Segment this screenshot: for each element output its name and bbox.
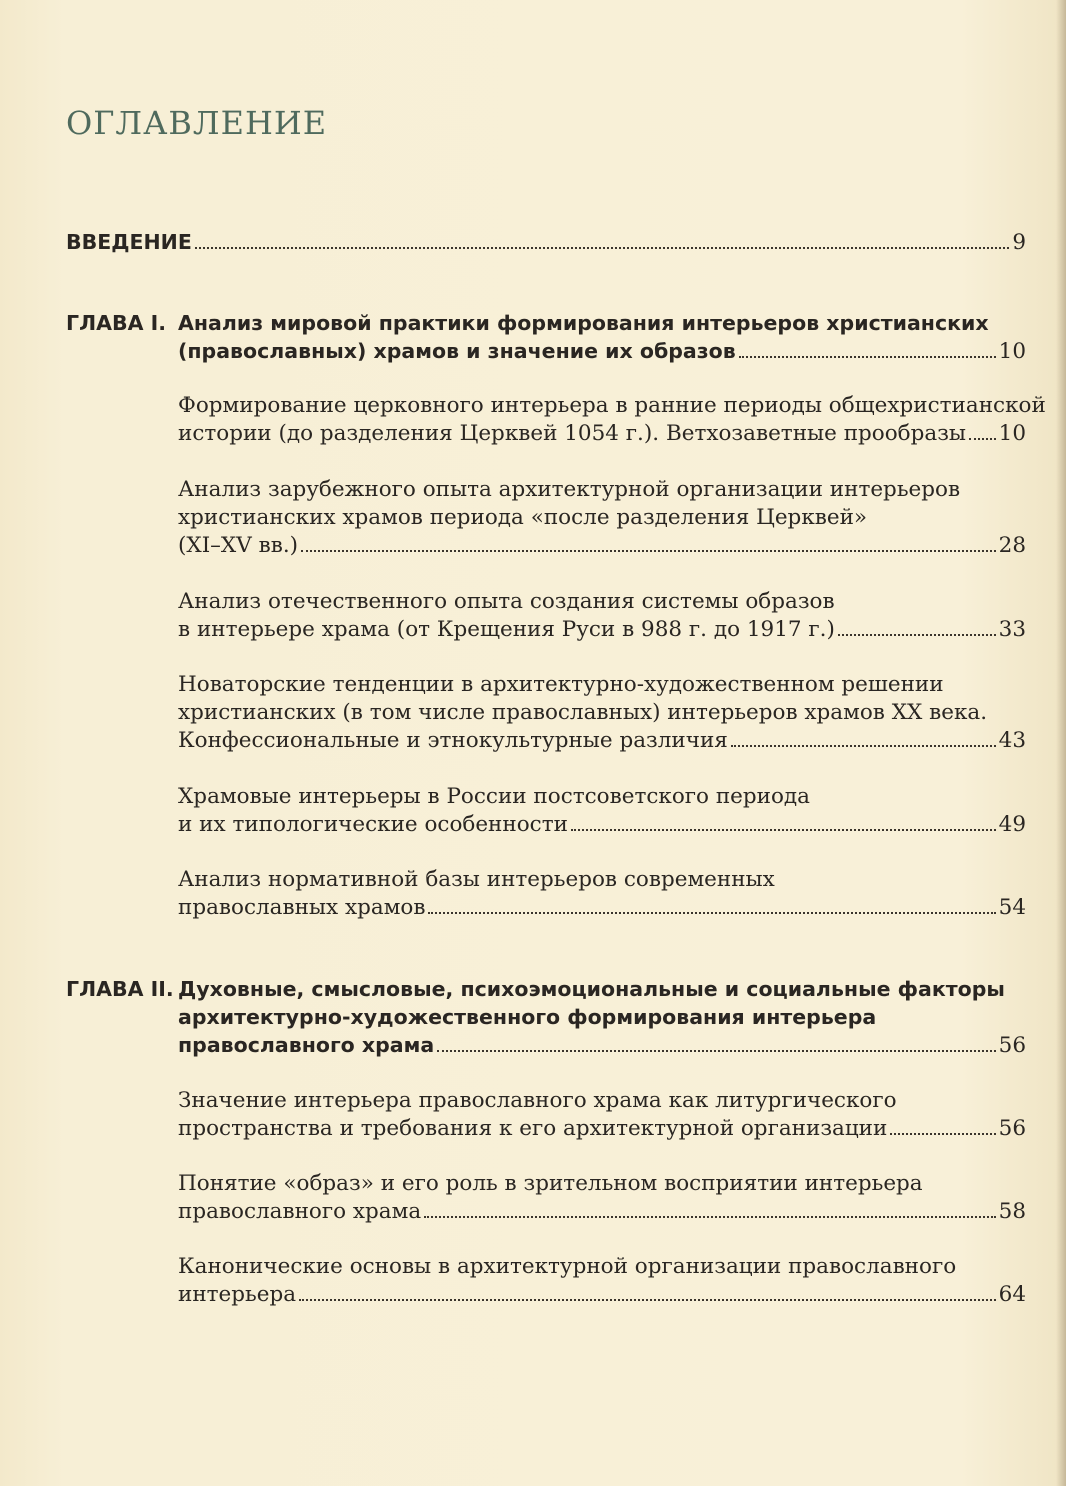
dot-leader: [969, 438, 996, 440]
toc-page-number: 9: [1012, 230, 1026, 255]
toc-entry-line: (XI–XV вв.): [178, 533, 299, 558]
toc-page-number: 33: [998, 617, 1026, 642]
toc-entry-line: (православных) храмов и значение их образов: [178, 339, 736, 363]
dot-leader: [428, 912, 995, 914]
toc-entry-line: Формирование церковного интерьера в ранние периоды общехристианской: [178, 393, 1046, 418]
toc-entry-title: ВВЕДЕНИЕ: [66, 230, 192, 254]
toc-entry-line: архитектурно-художественного формирования интерьера: [178, 1005, 877, 1029]
toc-entry-line: и их типологические особенности: [178, 812, 568, 837]
toc-entry-line: пространства и требования к его архитектурной организации: [178, 1116, 888, 1141]
toc-entry-line: Духовные, смысловые, психоэмоциональные и социальные факторы: [178, 977, 1005, 1001]
toc-entry-line: православного храма: [178, 1033, 435, 1057]
toc-entry-line: истории (до разделения Церквей 1054 г.). Ветхозаветные прообразы: [178, 421, 967, 446]
dot-leader: [731, 745, 996, 747]
toc-page-number: 43: [998, 728, 1026, 753]
toc-entry-line: Анализ зарубежного опыта архитектурной организации интерьеров: [178, 477, 961, 502]
toc-entry-line: Значение интерьера православного храма как литургического: [178, 1088, 897, 1113]
toc-page-number: 64: [998, 1282, 1026, 1307]
toc-entry-line: Храмовые интерьеры в России постсоветского периода: [178, 784, 810, 809]
dot-leader: [571, 829, 996, 831]
toc-page-number: 56: [998, 1116, 1026, 1141]
chapter-label: ГЛАВА I.: [66, 311, 166, 335]
toc-page-number: 54: [998, 895, 1026, 920]
toc-entry-line: христианских (в том числе православных) интерьеров храмов XX века.: [178, 700, 988, 725]
dot-leader: [437, 1050, 995, 1052]
toc-page-number: 10: [998, 421, 1026, 446]
toc-entry-line: Анализ нормативной базы интерьеров современных: [178, 867, 775, 892]
dot-leader: [890, 1133, 995, 1135]
toc-entry-line: христианских храмов периода «после разделения Церквей»: [178, 505, 868, 530]
toc-entry-line: Анализ мировой практики формирования интерьеров христианских: [178, 311, 989, 335]
dot-leader: [301, 550, 996, 552]
dot-leader: [424, 1216, 995, 1218]
dot-leader: [739, 356, 996, 358]
toc-page-number: 58: [998, 1199, 1026, 1224]
dot-leader: [195, 247, 1009, 249]
toc-entry-line: Конфессиональные и этнокультурные различия: [178, 728, 728, 753]
dot-leader: [838, 634, 996, 636]
toc-entry-line: Понятие «образ» и его роль в зрительном восприятии интерьера: [178, 1171, 923, 1196]
toc-entry-line: православного храма: [178, 1199, 422, 1224]
toc-entry-line: Новаторские тенденции в архитектурно-художественном решении: [178, 672, 944, 697]
page-title: ОГЛАВЛЕНИЕ: [66, 104, 328, 142]
toc-page-number: 56: [998, 1033, 1026, 1058]
toc-entry-line: православных храмов: [178, 895, 426, 920]
toc-page-number: 28: [998, 533, 1026, 558]
toc-entry-line: интерьера: [178, 1282, 297, 1307]
dot-leader: [299, 1299, 996, 1301]
chapter-label: ГЛАВА II.: [66, 977, 174, 1001]
toc-entry-line: Канонические основы в архитектурной организации православного: [178, 1254, 957, 1279]
toc-page-number: 49: [998, 812, 1026, 837]
toc-page-number: 10: [998, 339, 1026, 364]
toc-entry-line: в интерьере храма (от Крещения Руси в 988 г. до 1917 г.): [178, 617, 835, 642]
toc-entry-line: Анализ отечественного опыта создания системы образов: [178, 589, 835, 614]
